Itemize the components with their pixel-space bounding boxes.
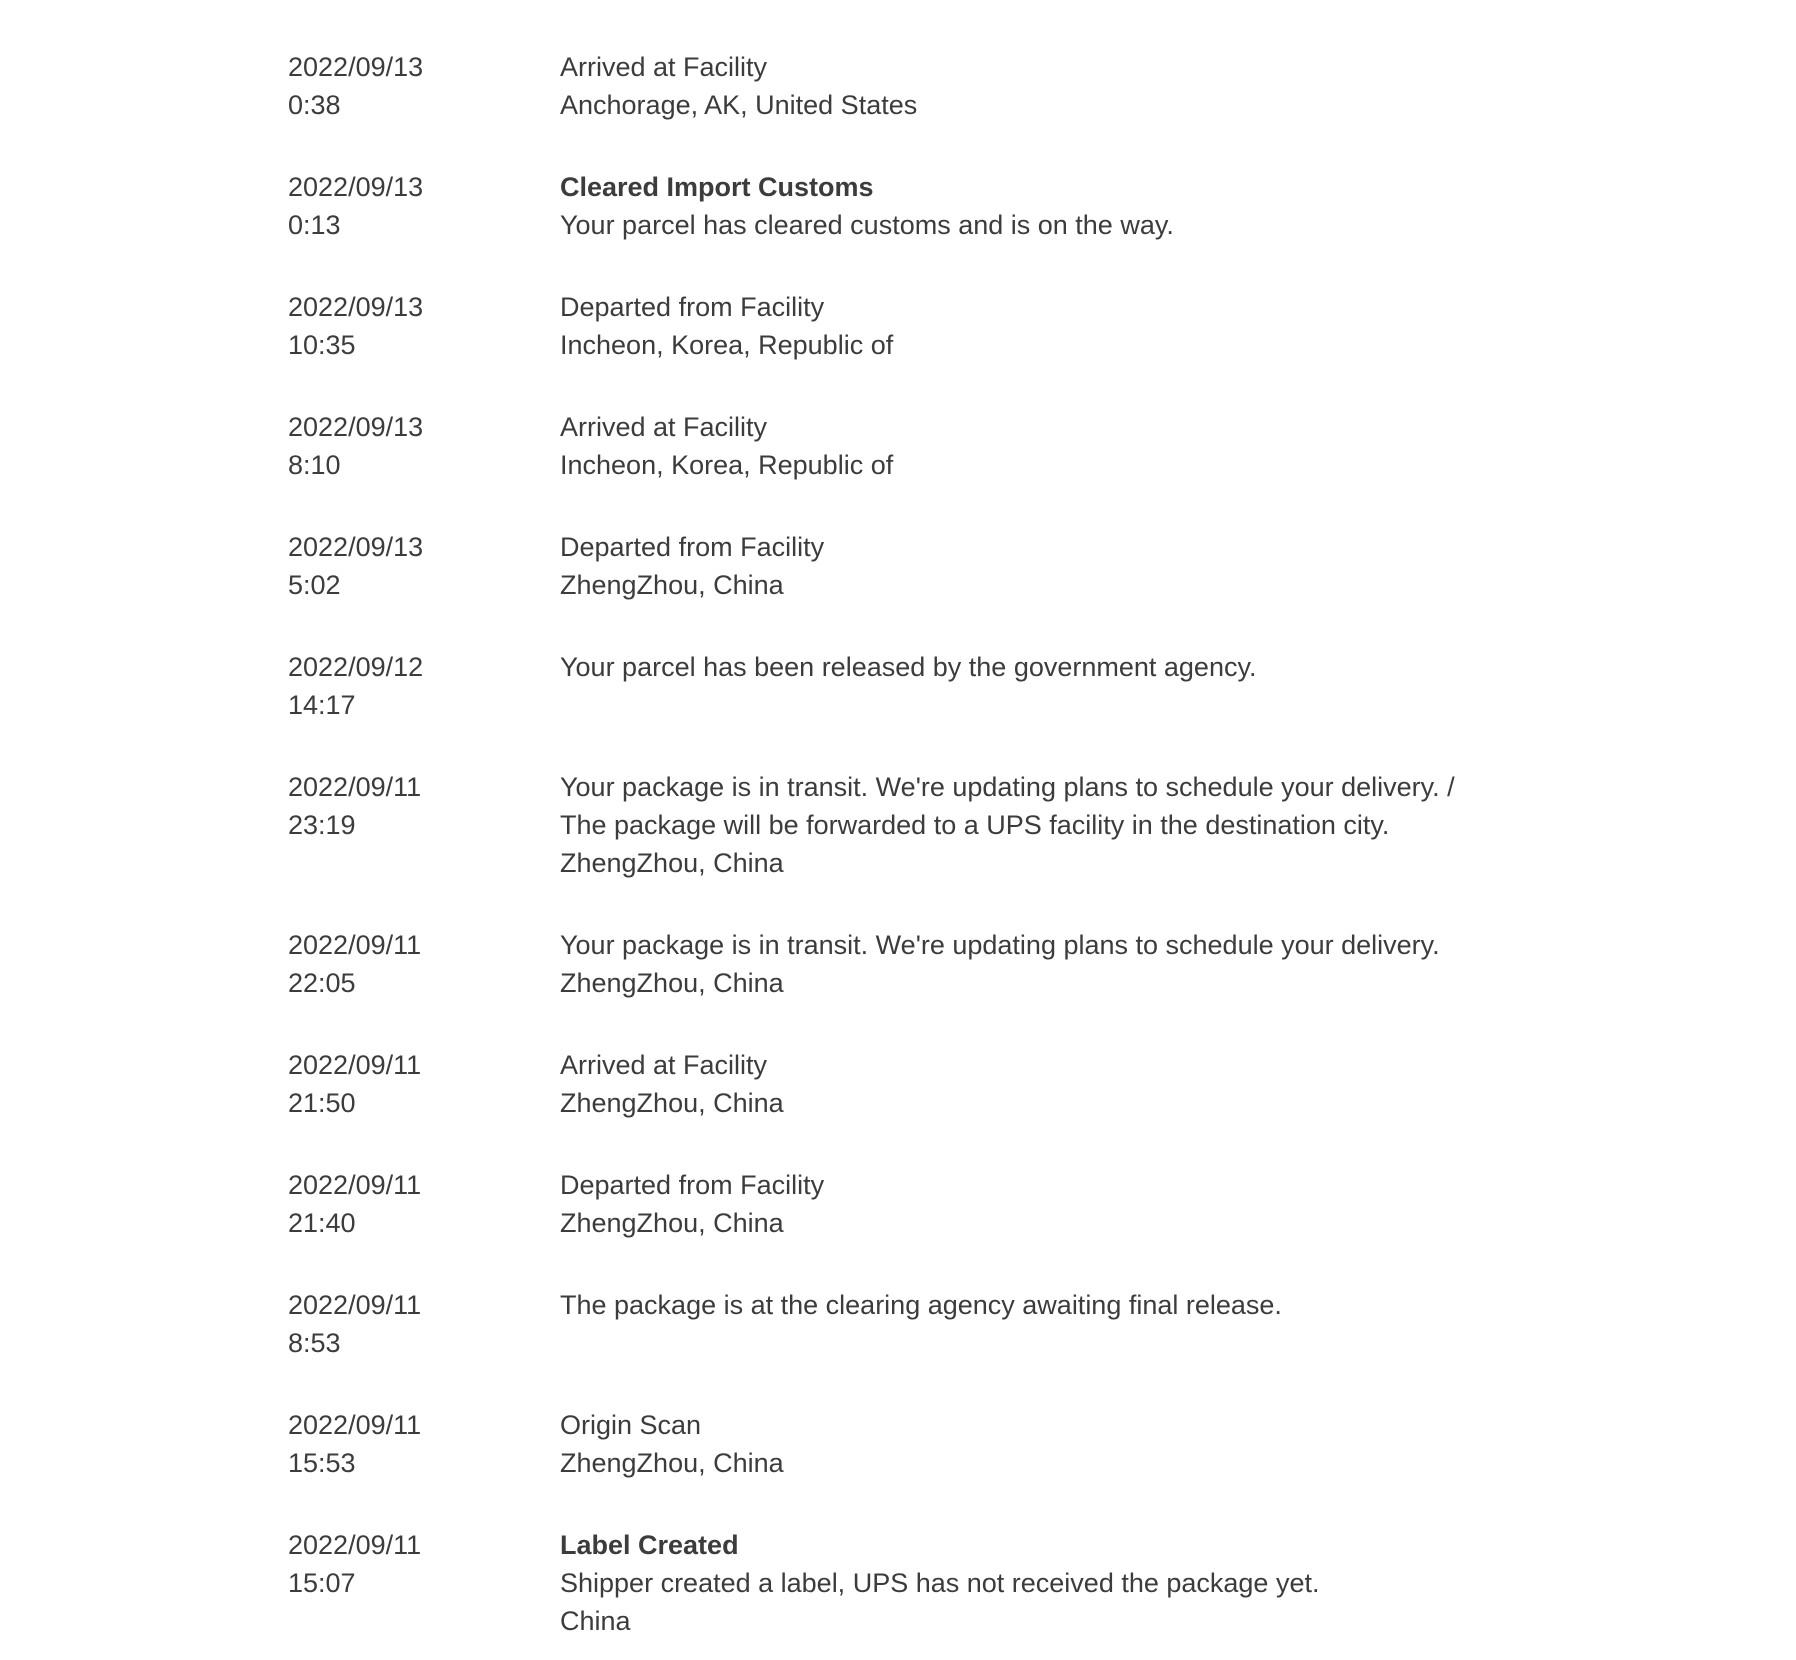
event-description (560, 408, 1588, 484)
event-description (560, 1046, 1588, 1122)
event-timestamp (288, 48, 560, 124)
event-date: 2022/09/11 (288, 1290, 422, 1320)
event-timestamp (288, 648, 560, 724)
event-location: ZhengZhou, China (560, 968, 784, 998)
event-date: 2022/09/13 (288, 292, 424, 322)
event-status: Departed from Facility (560, 532, 825, 562)
tracking-event (288, 1286, 1588, 1362)
event-status: Label Created (560, 1530, 739, 1560)
event-time: 5:02 (288, 570, 341, 600)
tracking-event (288, 1166, 1588, 1242)
event-time: 22:05 (288, 968, 356, 998)
event-status: The package is at the clearing agency awaiting final release. (560, 1290, 1282, 1320)
event-description (560, 926, 1588, 1002)
event-time: 21:40 (288, 1208, 356, 1238)
event-detail: Shipper created a label, UPS has not received the package yet. (560, 1568, 1320, 1598)
event-description (560, 1406, 1588, 1482)
tracking-event (288, 288, 1588, 364)
event-status: Departed from Facility (560, 292, 825, 322)
event-status: Your package is in transit. We're updating plans to schedule your delivery. / (560, 772, 1455, 802)
event-date: 2022/09/11 (288, 1050, 422, 1080)
event-date: 2022/09/11 (288, 1530, 422, 1560)
event-status: Origin Scan (560, 1410, 702, 1440)
tracking-event (288, 1406, 1588, 1482)
event-timestamp (288, 168, 560, 244)
tracking-history (288, 48, 1588, 1640)
event-status: Your parcel has been released by the government agency. (560, 652, 1257, 682)
event-description (560, 1526, 1588, 1640)
event-time: 15:07 (288, 1568, 356, 1598)
event-description (560, 1286, 1588, 1362)
event-location: Incheon, Korea, Republic of (560, 330, 894, 360)
event-time: 21:50 (288, 1088, 356, 1118)
event-detail: Your parcel has cleared customs and is on the way. (560, 210, 1174, 240)
event-location: Incheon, Korea, Republic of (560, 450, 894, 480)
event-date: 2022/09/13 (288, 532, 424, 562)
event-timestamp (288, 1286, 560, 1362)
event-date: 2022/09/12 (288, 652, 424, 682)
tracking-event (288, 528, 1588, 604)
event-description (560, 48, 1588, 124)
event-time: 0:38 (288, 90, 341, 120)
event-timestamp (288, 926, 560, 1002)
event-timestamp (288, 528, 560, 604)
tracking-event (288, 926, 1588, 1002)
event-description (560, 528, 1588, 604)
event-timestamp (288, 1406, 560, 1482)
event-location: ZhengZhou, China (560, 1088, 784, 1118)
tracking-event (288, 1526, 1588, 1640)
event-description (560, 168, 1588, 244)
event-location: China (560, 1606, 631, 1636)
event-time: 8:10 (288, 450, 341, 480)
event-date: 2022/09/11 (288, 930, 422, 960)
event-time: 23:19 (288, 810, 356, 840)
event-detail: The package will be forwarded to a UPS facility in the destination city. (560, 810, 1390, 840)
event-time: 14:17 (288, 690, 356, 720)
event-date: 2022/09/11 (288, 1170, 422, 1200)
event-timestamp (288, 408, 560, 484)
event-location: Anchorage, AK, United States (560, 90, 918, 120)
tracking-event (288, 1046, 1588, 1122)
event-location: ZhengZhou, China (560, 570, 784, 600)
event-description (560, 288, 1588, 364)
event-date: 2022/09/13 (288, 172, 424, 202)
event-location: ZhengZhou, China (560, 1448, 784, 1478)
event-timestamp (288, 1166, 560, 1242)
event-time: 0:13 (288, 210, 341, 240)
event-timestamp (288, 768, 560, 882)
event-status: Departed from Facility (560, 1170, 825, 1200)
event-date: 2022/09/11 (288, 1410, 422, 1440)
tracking-event (288, 648, 1588, 724)
event-description (560, 648, 1588, 724)
event-time: 10:35 (288, 330, 356, 360)
event-location: ZhengZhou, China (560, 848, 784, 878)
event-status: Your package is in transit. We're updating plans to schedule your delivery. (560, 930, 1440, 960)
event-time: 8:53 (288, 1328, 341, 1358)
event-status: Cleared Import Customs (560, 172, 874, 202)
event-timestamp (288, 288, 560, 364)
event-date: 2022/09/13 (288, 412, 424, 442)
tracking-event (288, 168, 1588, 244)
event-status: Arrived at Facility (560, 52, 768, 82)
event-status: Arrived at Facility (560, 412, 768, 442)
event-description (560, 1166, 1588, 1242)
event-location: ZhengZhou, China (560, 1208, 784, 1238)
tracking-event (288, 408, 1588, 484)
tracking-event (288, 48, 1588, 124)
event-date: 2022/09/13 (288, 52, 424, 82)
tracking-event (288, 768, 1588, 882)
event-description (560, 768, 1588, 882)
event-time: 15:53 (288, 1448, 356, 1478)
event-timestamp (288, 1526, 560, 1640)
event-date: 2022/09/11 (288, 772, 422, 802)
event-timestamp (288, 1046, 560, 1122)
event-status: Arrived at Facility (560, 1050, 768, 1080)
